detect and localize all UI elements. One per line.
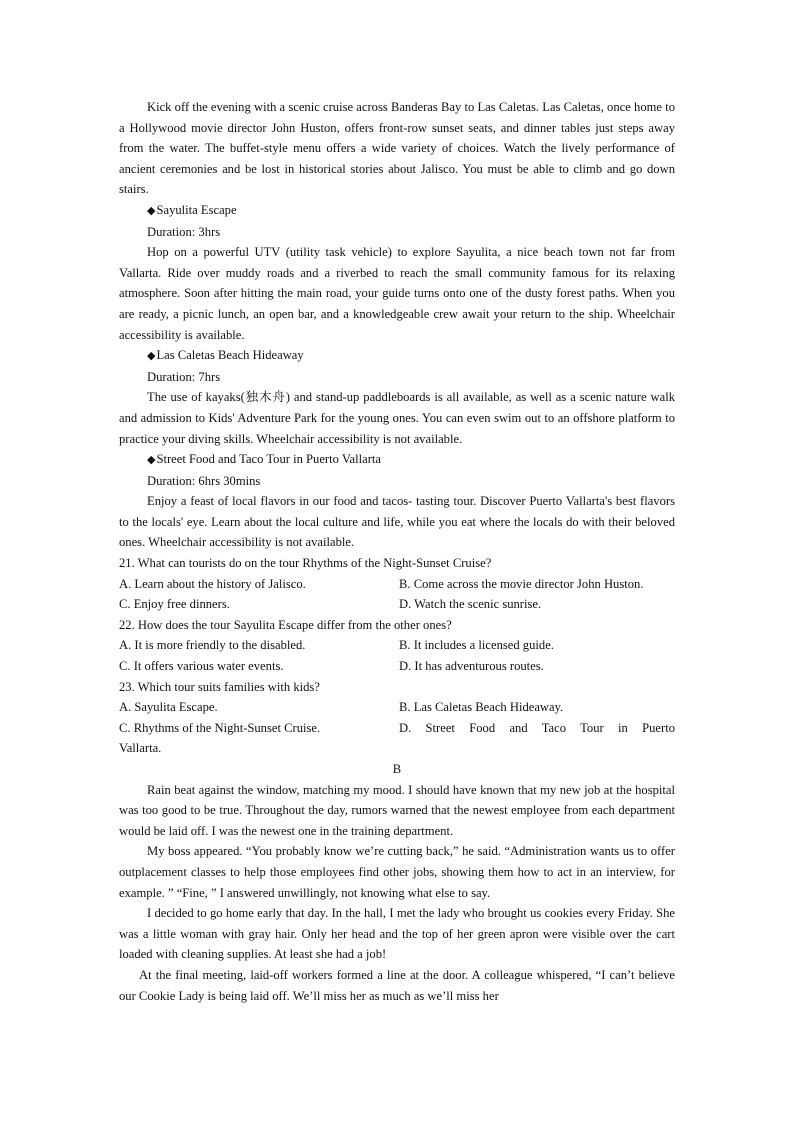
tour-name: Las Caletas Beach Hideaway [156, 348, 304, 363]
option-c: C. It offers various water events. [119, 659, 284, 674]
section-b-paragraph: Rain beat against the window, matching my mood. I should have known that my new job at the hospital was too good to be true. Throughout the day, rumors warned that the newest employee from each department would be laid off. I was the newest one in the training department. [119, 782, 675, 838]
tour-heading-sayulita [119, 200, 675, 222]
section-b-label: B [392, 762, 402, 776]
tour-description: Enjoy a feast of local flavors in our food and tacos- tasting tour. Discover Puerto Vallarta's best flavors to the locals' eye. Learn about the local culture and life, while you eat where the locals do with their beloved ones. Wheelchair accessibility is not available. [119, 494, 675, 550]
tour-name: Street Food and Taco Tour in Puerto Vallarta [156, 452, 382, 467]
option-a: A. Sayulita Escape. [119, 700, 218, 715]
document-page [119, 97, 675, 1006]
tour-description: The use of kayaks(独木舟) and stand-up paddleboards is all available, as well as a scenic nature walk and admission to Kids' Adventure Park for the young ones. You can even swim out to an offshore platform to practice your diving skills. Wheelchair accessibility is not available. [119, 390, 675, 446]
tour-duration: Duration: 6hrs 30mins [147, 473, 261, 488]
passage-a-intro: Kick off the evening with a scenic cruise across Banderas Bay to Las Caletas. Las Caletas, once home to a Hollywood movie director John Huston, offers front-row sunset seats, and dinner tables just steps away from the water. The buffet-style menu offers a wide variety of choices. Watch the lively performance of ancient ceremonies and be lost in historical stories about Jalisco. You must be able to climb and go down stairs. [119, 100, 675, 197]
diamond-bullet-icon: ◆ [147, 350, 156, 363]
diamond-bullet-icon: ◆ [147, 204, 156, 217]
option-a: A. Learn about the history of Jalisco. [119, 576, 306, 591]
option-d-continuation: Vallarta. [119, 741, 162, 756]
section-b-paragraph: I decided to go home early that day. In the hall, I met the lady who brought us cookies every Friday. She was a little woman with gray hair. Only her head and the top of her green apron were visible over the cart loaded with cleaning supplies. At least she had a job! [119, 906, 675, 962]
tour-name: Sayulita Escape [156, 202, 237, 217]
section-b-paragraph: At the final meeting, laid-off workers formed a line at the door. A colleague whispered, “I can’t believe our Cookie Lady is being laid off. We’ll miss her as much as we’ll miss her [119, 967, 675, 1003]
section-b-paragraph: My boss appeared. “You probably know we’re cutting back,” he said. “Administration wants us to offer outplacement classes to help those employees find other jobs, showing them how to act in an interview, for example. ” “Fine, ” I answered unwillingly, not knowing what else to say. [119, 844, 675, 900]
question-23-options [119, 697, 675, 738]
tour-heading-street-food [119, 449, 675, 471]
option-b: B. Come across the movie director John Huston. [399, 576, 644, 591]
tour-description: Hop on a powerful UTV (utility task vehicle) to explore Sayulita, a nice beach town not far from Vallarta. Ride over muddy roads and a riverbed to reach the small community famous for its relaxing atmosphere. Soon after hitting the main road, your guide turns onto one of the dusty forest paths. When you are ready, a picnic lunch, an open bar, and a knowledgeable crew await your return to the ship. Wheelchair accessibility is available. [119, 245, 675, 342]
question-22-stem: 22. How does the tour Sayulita Escape differ from the other ones? [119, 617, 452, 632]
tour-duration: Duration: 7hrs [147, 369, 221, 384]
question-22-options [119, 635, 675, 676]
option-d: D. Watch the scenic sunrise. [399, 597, 542, 612]
option-d: D. It has adventurous routes. [399, 659, 544, 674]
tour-duration: Duration: 3hrs [147, 224, 221, 239]
diamond-bullet-icon: ◆ [147, 454, 156, 467]
question-23-stem: 23. Which tour suits families with kids? [119, 679, 320, 694]
question-21-stem: 21. What can tourists do on the tour Rhythms of the Night-Sunset Cruise? [119, 556, 492, 571]
option-c: C. Rhythms of the Night-Sunset Cruise. [119, 720, 321, 735]
option-a: A. It is more friendly to the disabled. [119, 638, 306, 653]
option-b: B. Las Caletas Beach Hideaway. [399, 700, 564, 715]
option-b: B. It includes a licensed guide. [399, 638, 554, 653]
option-c: C. Enjoy free dinners. [119, 597, 230, 612]
tour-heading-las-caletas [119, 345, 675, 367]
question-21-options [119, 574, 675, 615]
option-d: D. Street Food and Taco Tour in Puerto [399, 720, 675, 735]
